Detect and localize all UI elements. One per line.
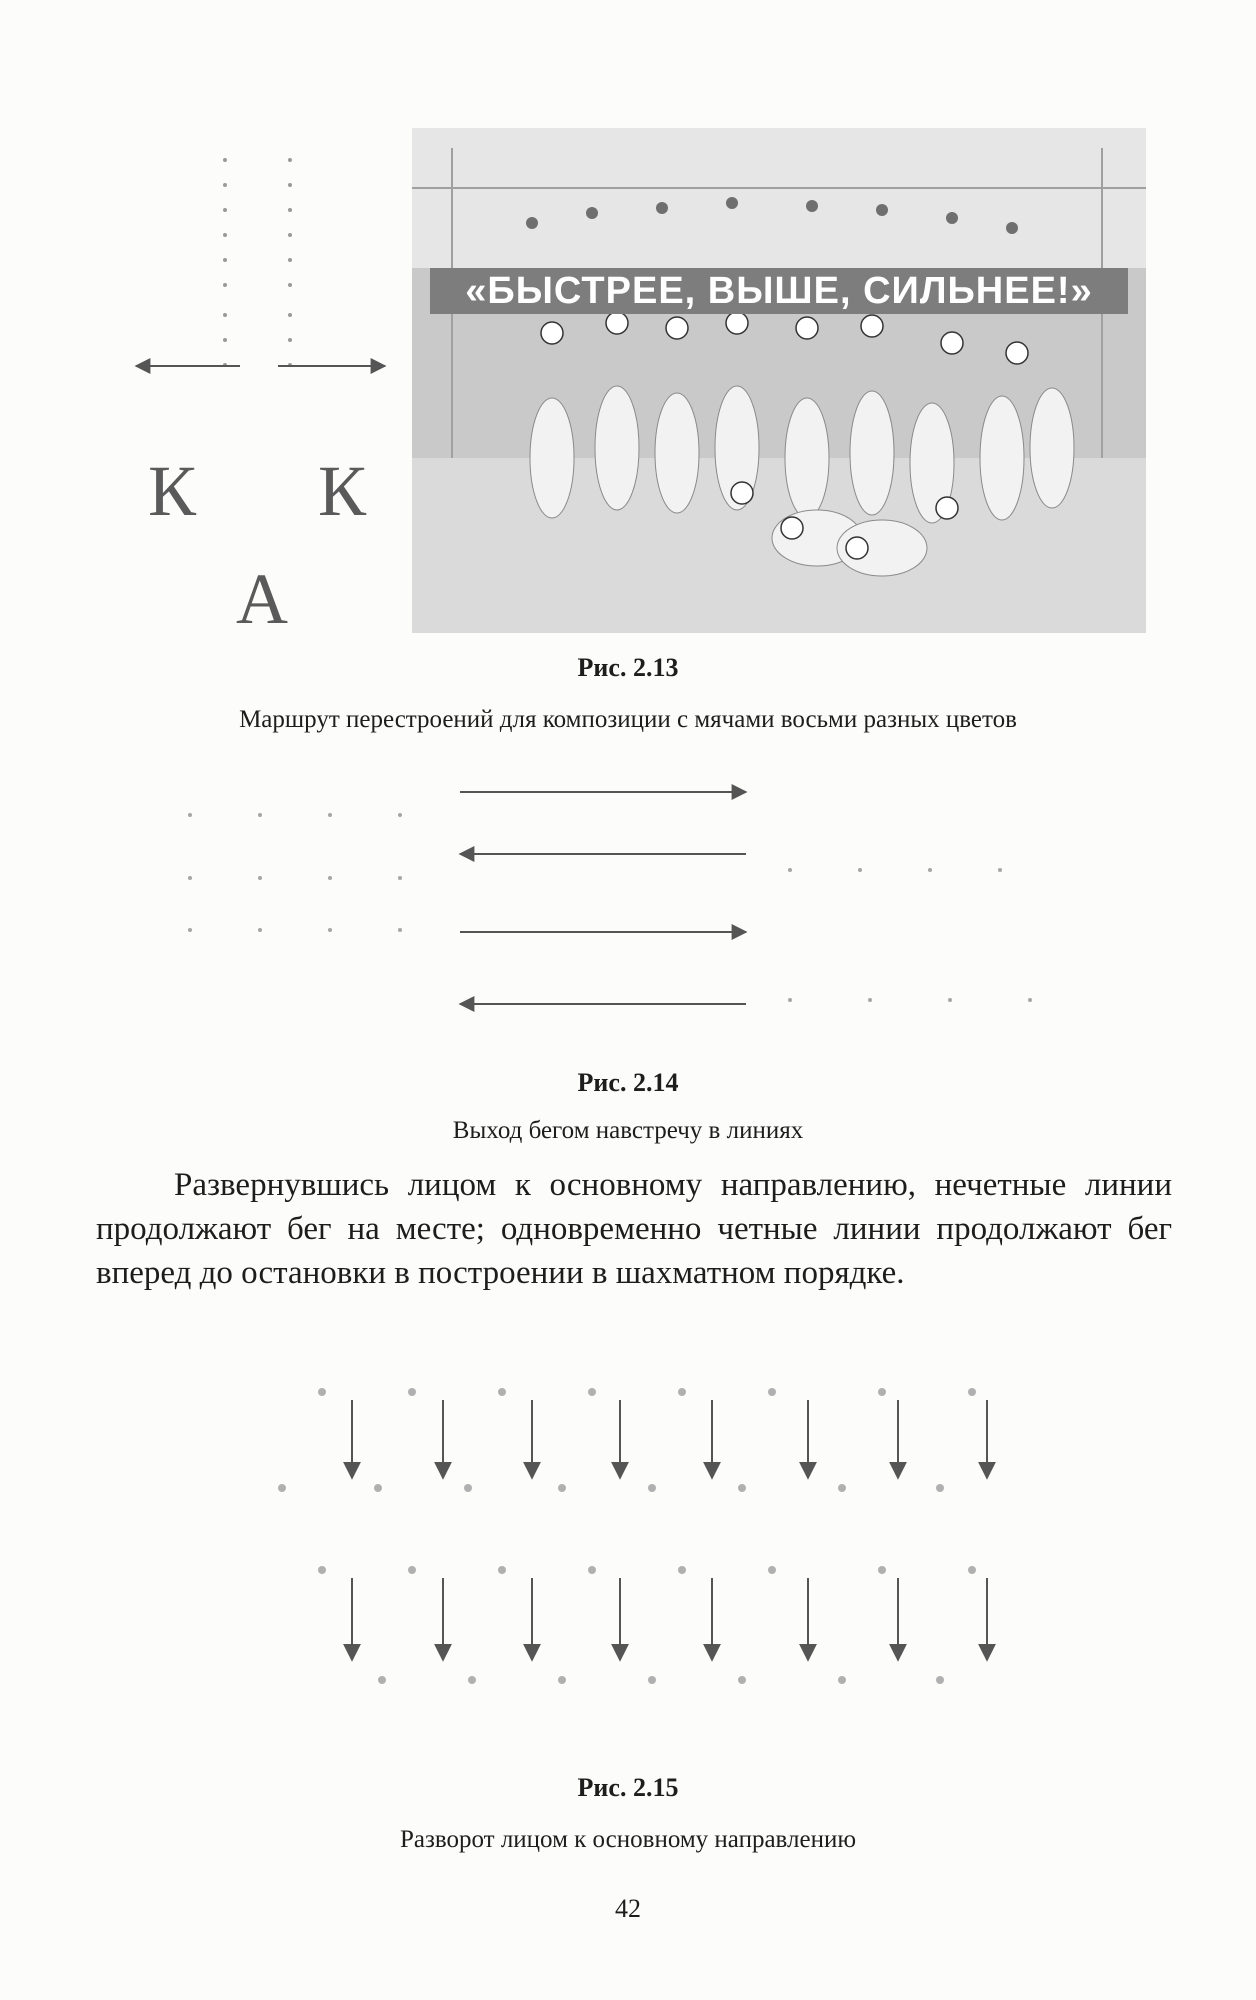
dotted-columns bbox=[223, 158, 292, 367]
figure-2-15-diagram bbox=[260, 1370, 1020, 1720]
figure-2-15-caption: Разворот лицом к основному направлению bbox=[399, 1826, 857, 1853]
body-paragraph-text: Развернувшись лицом к основному направлению, нечетные линии продолжают бег на месте; одновременно четные линии продолжают бег вперед до остановки в построении в шахматном порядке. bbox=[96, 1167, 1172, 1291]
figure-2-13-label: Рис. 2.13 bbox=[577, 653, 679, 682]
dancer-marks bbox=[278, 1388, 976, 1684]
body-paragraph bbox=[96, 1163, 1172, 1295]
letter-a: А bbox=[236, 559, 288, 639]
page-number: 42 bbox=[615, 1894, 641, 1923]
figure-2-14-diagram bbox=[150, 770, 1130, 1030]
figure-2-14-caption: Выход бегом навстречу в линиях bbox=[452, 1117, 804, 1144]
dancer-dots bbox=[188, 813, 1032, 1002]
letter-k-right: К bbox=[318, 451, 367, 531]
arrows-row-1 bbox=[352, 1400, 987, 1478]
figure-2-14-label: Рис. 2.14 bbox=[577, 1068, 679, 1097]
figure-2-15-label: Рис. 2.15 bbox=[577, 1773, 679, 1802]
photo-banner: «БЫСТРЕЕ, ВЫШЕ, СИЛЬНЕЕ!» bbox=[430, 268, 1128, 314]
letter-k-left: К bbox=[148, 451, 197, 531]
figure-2-13-caption: Маршрут перестроений для композиции с мячами восьми разных цветов bbox=[239, 706, 1017, 733]
dance-photo bbox=[412, 128, 1146, 633]
photo-illustration bbox=[412, 128, 1146, 633]
arrows-row-2 bbox=[352, 1578, 987, 1660]
